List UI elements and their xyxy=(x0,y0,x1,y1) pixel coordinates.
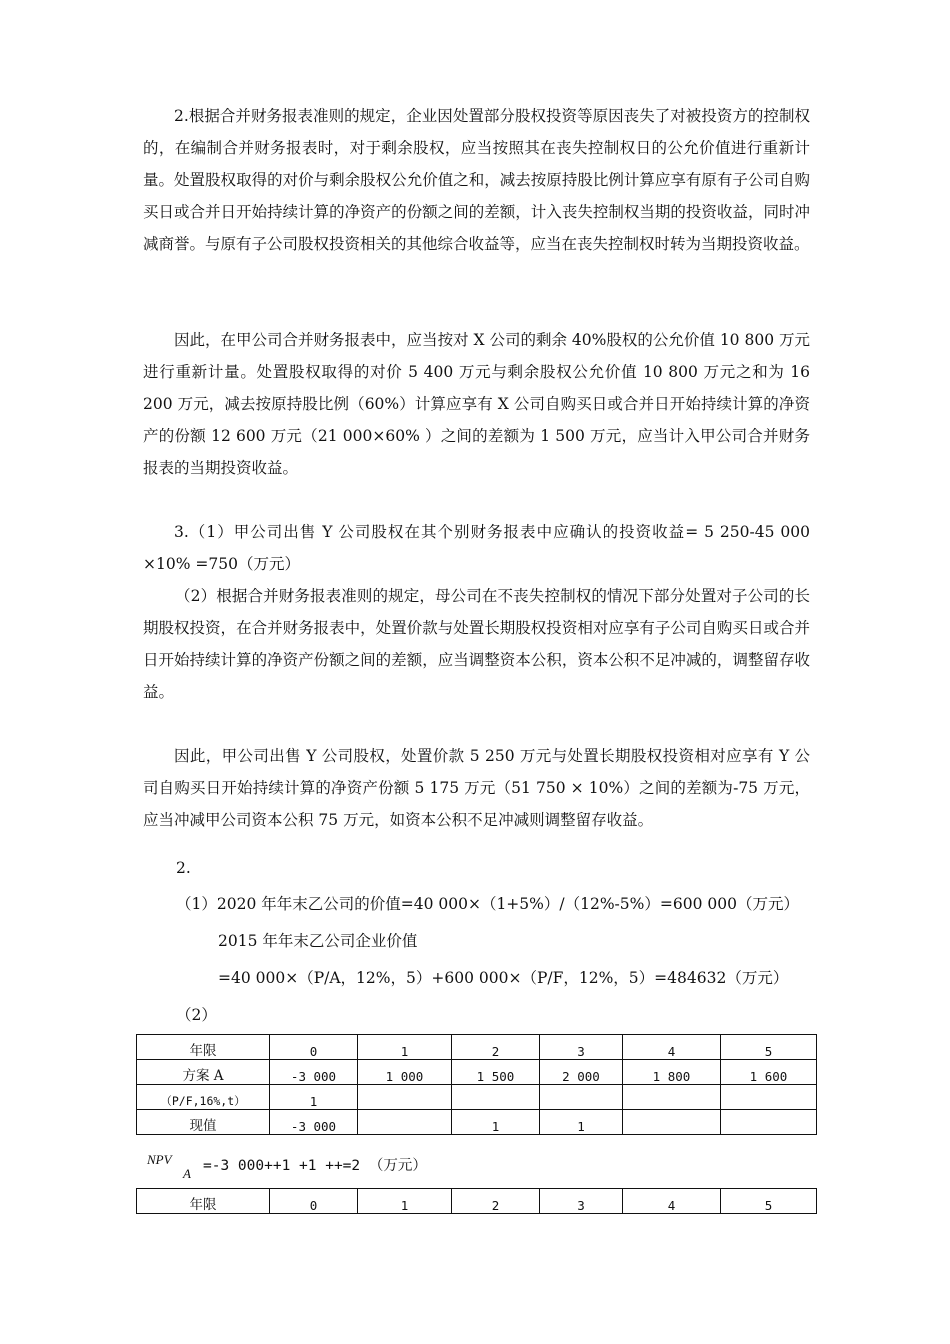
table-cell: 1 xyxy=(452,1110,540,1135)
table-cell xyxy=(721,1085,817,1110)
table-cell: 1 xyxy=(270,1085,358,1110)
table-cell xyxy=(623,1110,721,1135)
table-cell: -3 000 xyxy=(270,1060,358,1085)
table-cell: 5 xyxy=(721,1035,817,1060)
paragraph-3: 3.（1）甲公司出售 Y 公司股权在其个别财务报表中应确认的投资收益= 5 250-45 000 ×10% =750（万元） xyxy=(143,523,810,573)
table-cell: 0 xyxy=(270,1189,358,1214)
table-cell: 5 xyxy=(721,1189,817,1214)
table-cell xyxy=(540,1085,623,1110)
table-cell: -3 000 xyxy=(270,1110,358,1135)
table-cell: 3 xyxy=(540,1035,623,1060)
table-cell: 2 000 xyxy=(540,1060,623,1085)
npv-expression: =-3 000++1 +1 ++=2 （万元） xyxy=(203,1158,427,1174)
table-cell: 2 xyxy=(452,1189,540,1214)
table-cell: 现值 xyxy=(137,1110,270,1135)
table-cell xyxy=(358,1110,452,1135)
npv-table-a xyxy=(136,1034,817,1135)
npv-table-b xyxy=(136,1188,817,1214)
formula-line-1: （1）2020 年年末乙公司的价值=40 000×（1+5%）/（12%-5%）=600 000（万元） xyxy=(176,895,799,913)
table-cell: 1 000 xyxy=(358,1060,452,1085)
table-cell xyxy=(358,1085,452,1110)
formula-line-3: =40 000×（P/A，12%，5）+600 000×（P/F，12%，5）=484632（万元） xyxy=(218,969,789,987)
npv-subscript: A xyxy=(183,1166,191,1181)
paragraph-2: 因此，在甲公司合并财务报表中，应当按对 X 公司的剩余 40%股权的公允价值 10 800 万元进行重新计量。处置股权取得的对价 5 400 万元与剩余股权公允价值 10 800 万元之和为 16 200 万元，减去按原持股比例（60%）计算应享有 X 公司自购买日或合并日开始持续计算的净资产的份额 12 600 万元（21 000×60% ）之间的差额为 1 500 万元，应当计入甲公司合并财务报表的当期投资收益。 xyxy=(143,331,810,477)
table-row xyxy=(137,1085,817,1110)
paragraph-1: 2.根据合并财务报表准则的规定，企业因处置部分股权投资等原因丧失了对被投资方的控制权的，在编制合并财务报表时，对于剩余股权，应当按照其在丧失控制权日的公允价值进行重新计量。处置股权取得的对价与剩余股权公允价值之和，减去按原持股比例计算应享有原有子公司自购买日或合并日开始持续计算的净资产的份额之间的差额，计入丧失控制权当期的投资收益，同时冲减商誉。与原有子公司股权投资相关的其他综合收益等，应当在丧失控制权时转为当期投资收益。 xyxy=(143,107,810,253)
table-cell: 年限 xyxy=(137,1035,270,1060)
section-heading-2: 2. xyxy=(176,859,191,877)
table-cell: 0 xyxy=(270,1035,358,1060)
table-cell xyxy=(623,1085,721,1110)
table-row xyxy=(137,1110,817,1135)
table-cell: 年限 xyxy=(137,1189,270,1214)
table-cell: 2 xyxy=(452,1035,540,1060)
sub-item-label: （2） xyxy=(176,1006,217,1024)
paragraph-4: （2）根据合并财务报表准则的规定，母公司在不丧失控制权的情况下部分处置对子公司的长期股权投资，在合并财务报表中，处置价款与处置长期股权投资相对应享有子公司自购买日或合并日开始持续计算的净资产份额之间的差额，应当调整资本公积，资本公积不足冲减的，调整留存收益。 xyxy=(143,587,810,701)
table-row xyxy=(137,1035,817,1060)
formula-line-2: 2015 年年末乙公司企业价值 xyxy=(218,932,418,950)
npv-formula xyxy=(147,1152,547,1186)
table-cell: 1 500 xyxy=(452,1060,540,1085)
npv-symbol: NPV xyxy=(147,1152,172,1167)
table-row xyxy=(137,1060,817,1085)
table-row xyxy=(137,1189,817,1214)
table-cell: 1 xyxy=(540,1110,623,1135)
table-cell: 4 xyxy=(623,1035,721,1060)
table-cell: 1 800 xyxy=(623,1060,721,1085)
table-cell: 1 xyxy=(358,1189,452,1214)
table-cell: 3 xyxy=(540,1189,623,1214)
table-cell: 方案 A xyxy=(137,1060,270,1085)
table-cell xyxy=(452,1085,540,1110)
table-cell: 1 xyxy=(358,1035,452,1060)
paragraph-5: 因此，甲公司出售 Y 公司股权，处置价款 5 250 万元与处置长期股权投资相对应享有 Y 公司自购买日开始持续计算的净资产份额 5 175 万元（51 750 × 10%）之间的差额为-75 万元，应当冲减甲公司资本公积 75 万元，如资本公积不足冲减则调整留存收益。 xyxy=(143,747,810,829)
table-cell xyxy=(721,1110,817,1135)
table-cell: （P/F,16%,t） xyxy=(137,1085,270,1110)
table-cell: 1 600 xyxy=(721,1060,817,1085)
table-cell: 4 xyxy=(623,1189,721,1214)
